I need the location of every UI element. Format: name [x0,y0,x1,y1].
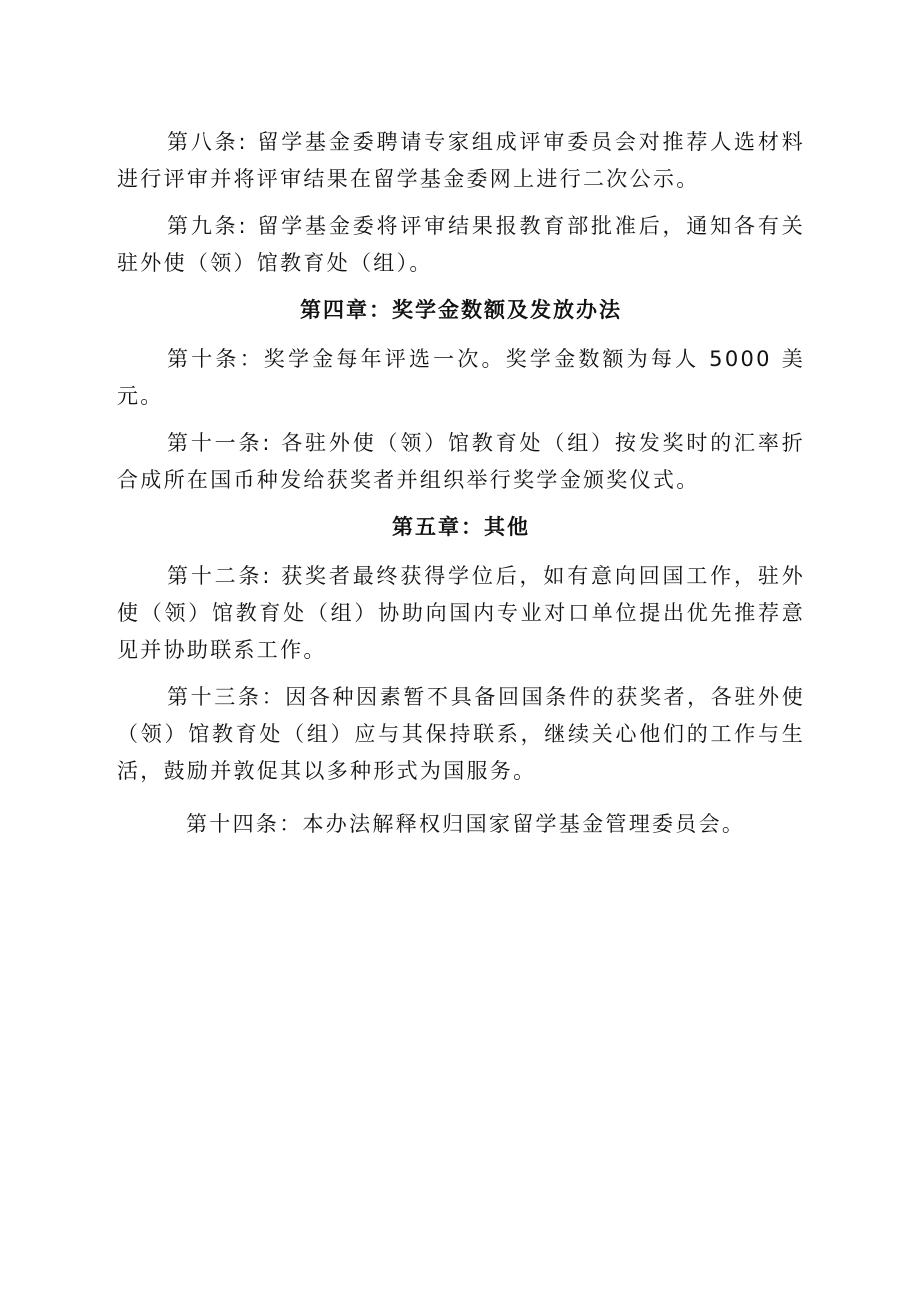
chapter-5-title: 第五章：其他 [392,515,530,539]
article-11: 第十一条: 各驻外使（领）馆教育处（组）按发奖时的汇率折合成所在国币种发给获奖者并组织举行奖学金颁奖仪式。 [117,431,805,492]
document-body [117,124,805,853]
article-10: 第十条：奖学金每年评选一次。奖学金数额为每人 5000 美元。 [117,347,805,408]
article-14: 第十四条：本办法解释权归国家留学基金管理委员会。 [186,812,746,836]
article-12: 第十二条: 获奖者最终获得学位后，如有意向回国工作，驻外使（领）馆教育处（组）协助向国内专业对口单位提出优先推荐意见并协助联系工作。 [117,564,805,662]
chapter-4-title: 第四章：奖学金数额及发放办法 [300,298,622,322]
article-9: 第九条: 留学基金委将评审结果报教育部批准后，通知各有关驻外使（领）馆教育处（组）。 [117,214,805,275]
article-13: 第十三条：因各种因素暂不具备回国条件的获奖者，各驻外使（领）馆教育处（组）应与其保持联系，继续关心他们的工作与生活，鼓励并敦促其以多种形式为国服务。 [117,685,805,783]
article-8: 第八条: 留学基金委聘请专家组成评审委员会对推荐人选材料进行评审并将评审结果在留学基金委网上进行二次公示。 [117,130,805,191]
